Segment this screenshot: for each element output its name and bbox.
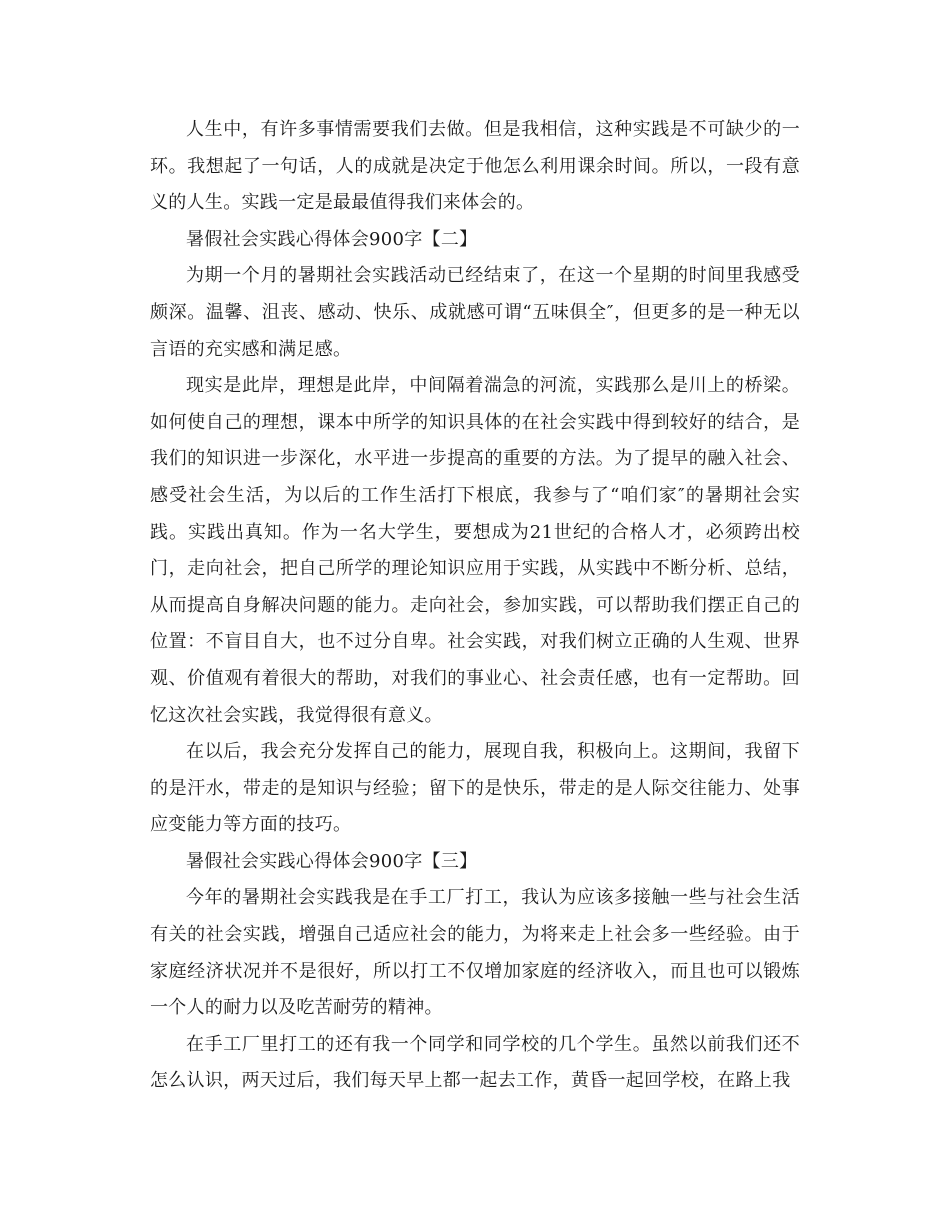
paragraph-two-2: 现实是此岸，理想是此岸，中间隔着湍急的河流，实践那么是川上的桥梁。如何使自己的理想，课本中所学的知识具体的在社会实践中得到较好的结合，是我们的知识进一步深化，水平进一步提高的重要的方法。为了提早的融入社会、感受社会生活，为以后的工作生活打下根底，我参与了“咱们家″的暑期社会实践。实践出真知。作为一名大学生，要想成为21世纪的合格人才，必须跨出校门，走向社会，把自己所学的理论知识应用于实践，从实践中不断分析、总结，从而提高自身解决问题的能力。走向社会，参加实践，可以帮助我们摆正自己的位置：不盲目自大，也不过分自卑。社会实践，对我们树立正确的人生观、世界观、价值观有着很大的帮助，对我们的事业心、社会责任感，也有一定帮助。回忆这次社会实践，我觉得很有意义。 — [150, 375, 800, 726]
section-heading-two: 暑假社会实践心得体会900字【二】 — [186, 228, 478, 250]
paragraph-three-2: 在手工厂里打工的还有我一个同学和同学校的几个学生。虽然以前我们还不怎么认识，两天过后，我们每天早上都一起去工作，黄昏一起回学校，在路上我 — [150, 1033, 800, 1092]
paragraph-two-3: 在以后，我会充分发挥自己的能力，展现自我，积极向上。这期间，我留下的是汗水，带走的是知识与经验；留下的是快乐，带走的是人际交往能力、处事应变能力等方面的技巧。 — [150, 741, 800, 836]
paragraph-intro-continuation: 人生中，有许多事情需要我们去做。但是我相信，这种实践是不可缺少的一环。我想起了一句话，人的成就是决定于他怎么利用课余时间。所以，一段有意义的人生。实践一定是最最值得我们来体会的。 — [150, 119, 800, 214]
paragraph-three-1: 今年的暑期社会实践我是在手工厂打工，我认为应该多接触一些与社会生活有关的社会实践，增强自己适应社会的能力，为将来走上社会多一些经验。由于家庭经济状况并不是很好，所以打工不仅增加家庭的经济收入，而且也可以锻炼一个人的耐力以及吃苦耐劳的精神。 — [150, 887, 800, 1019]
paragraph-two-1: 为期一个月的暑期社会实践活动已经结束了，在这一个星期的时间里我感受颇深。温馨、沮丧、感动、快乐、成就感可谓“五味俱全″，但更多的是一种无以言语的充实感和满足感。 — [150, 265, 800, 360]
section-heading-three: 暑假社会实践心得体会900字【三】 — [186, 850, 478, 872]
document-page — [150, 112, 800, 1100]
